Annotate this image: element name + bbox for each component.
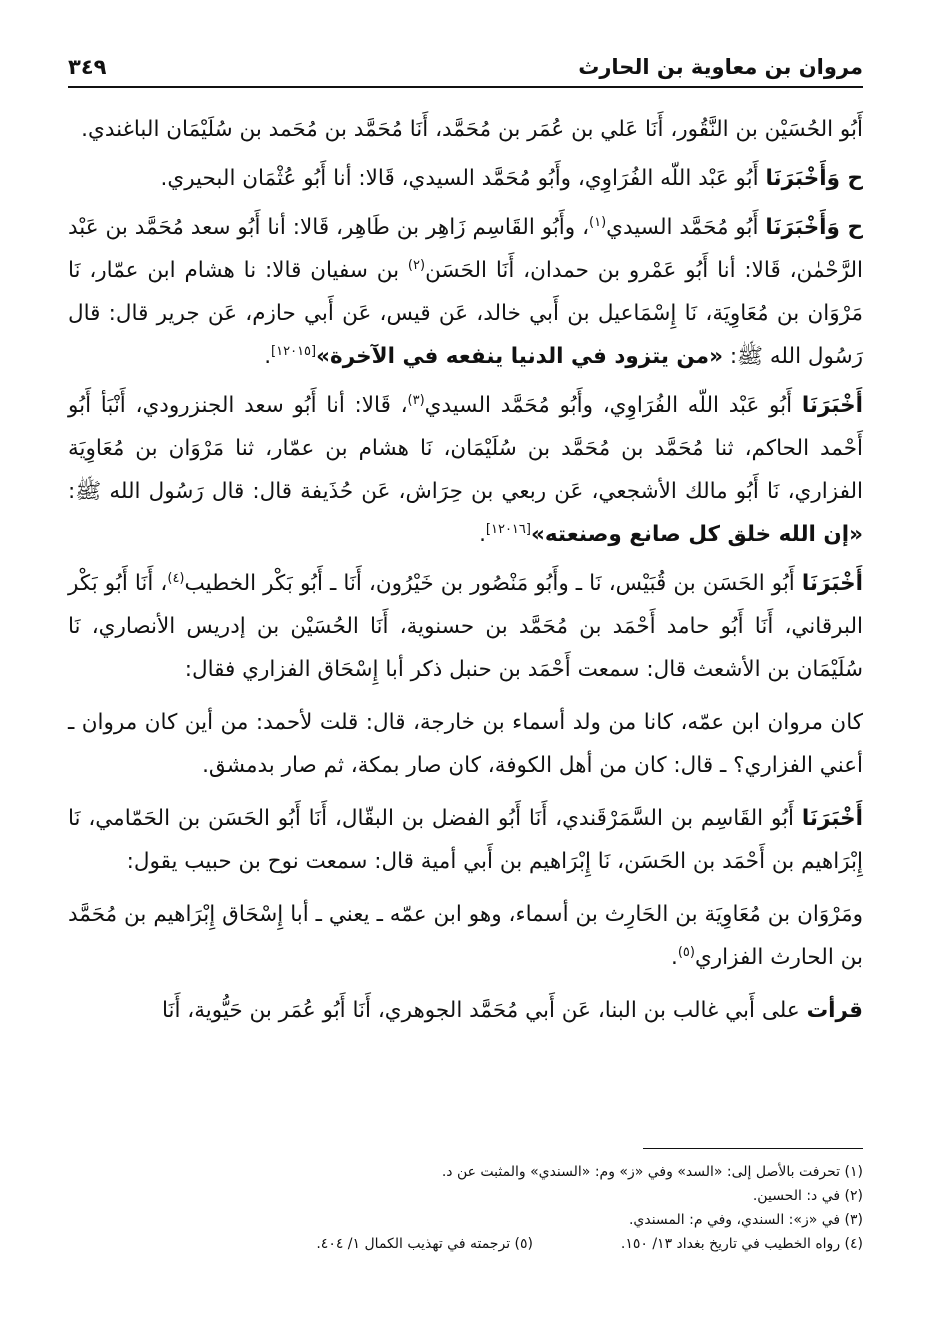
footnote-ref: (٥) bbox=[677, 944, 695, 960]
body-text bbox=[68, 108, 863, 1032]
page-number: ٣٤٩ bbox=[68, 55, 107, 79]
footnote-row bbox=[68, 1208, 863, 1232]
hadith-number: [١٢٠١٦] bbox=[485, 521, 531, 537]
paragraph-2: ح وَأَخْبَرَنَا أَبُو عَبْد اللّه الفُرَاوِي، وأَبُو مُحَمَّد السيدي، قَالا: أنا أَبُو عُثْمَان البحيري. bbox=[160, 166, 863, 191]
lead-word: أَخْبَرَنَا bbox=[801, 571, 863, 596]
footnote-row bbox=[68, 1232, 863, 1256]
hadith-number: [١٢٠١٥] bbox=[271, 343, 317, 359]
footnote-row bbox=[68, 1184, 863, 1208]
footnotes bbox=[68, 1160, 863, 1256]
paragraph-3: ح وَأَخْبَرَنَا أَبُو مُحَمَّد السيدي$^{(١)}$، وأَبُو القَاسِم زَاهِر بن طَاهِر، قَالا: أنا أَبُو سعد مُحَمَّد بن عَبْد الرَّحْمٰن، قَالا: أنا أَبُو عَمْرو بن حمدان، أَنَا الحَسَن$^{(٢)}$ بن سفيان قالا: نا هشام ابن عمّار، نَا مَرْوَان بن مُعَاوِيَة، نَا إِسْمَاعيل بن أَبي خالد، عَن قيس، عَن أَبي حازم، عَن جرير قال: قال رَسُول الله ﷺ: «من يتزود في الدنيا ينفعه في الآخرة»[١٢٠١٥]. bbox=[68, 214, 864, 369]
footnote-5: (٥) ترجمته في تهذيب الكمال ١/ ٤٠٤. bbox=[316, 1236, 533, 1252]
footnote-4: (٤) رواه الخطيب في تاريخ بغداد ١٣/ ١٥٠. bbox=[620, 1236, 863, 1252]
hadith-text: «إن الله خلق كل صانع وصنعته» bbox=[530, 522, 863, 547]
lead-word: أَخْبَرَنَا bbox=[801, 806, 863, 831]
lead-word: ح وَأَخْبَرَنَا bbox=[765, 215, 863, 240]
lead-word: قرأت bbox=[806, 998, 863, 1023]
running-header bbox=[68, 52, 863, 88]
paragraph-5: أَخْبَرَنَا أَبُو الحَسَن بن قُبَيْس، نَا ـ وأَبُو مَنْصُور بن خَيْرُون، أَنَا ـ أَبُو بَكْر الخطيب$^{(٤)}$، أَنَا أَبُو بَكْر البرقاني، أَنَا أَبُو حامد أَحْمَد بن مُحَمَّد بن حسنوية، أَنَا الحُسَيْن بن إدريس الأنصاري، نَا سُلَيْمَان بن الأشعث قال: سمعت أَحْمَد بن حنبل ذكر أبا إِسْحَاق الفزاري فقال: bbox=[68, 570, 863, 682]
lead-word: ح وَأَخْبَرَنَا bbox=[765, 166, 863, 191]
paragraph-8-quote: ومَرْوَان بن مُعَاوِيَة بن الحَارِث بن أسماء، وهو ابن عمّه ـ يعني ـ أبا إِسْحَاق إِبْرَاهيم بن مُحَمَّد بن الحارث الفزاري$^{(٥)}$. bbox=[68, 902, 863, 970]
paragraph-7: أَخْبَرَنَا أَبُو القَاسِم بن السَّمَرْقَندي، أَنَا أَبُو الفضل بن البقّال، أَنَا أَبُو الحَسَن بن الحَمّامي، نَا إِبْرَاهيم بن أَحْمَد بن الحَسَن، نَا إِبْرَاهيم بن أَبي أمية قال: سمعت نوح بن حبيب يقول: bbox=[68, 806, 863, 874]
footnote-3: (٣) في «ز»: السندي، وفي م: المسندي. bbox=[628, 1212, 863, 1228]
book-page bbox=[68, 52, 863, 1038]
paragraph-6-quote: كان مروان ابن عمّه، كانا من ولد أسماء بن خارجة، قال: قلت لأحمد: من أين كان مروان ـ أعني الفزاري؟ ـ قال: كان من أهل الكوفة، كان صار بمكة، ثم صار بدمشق. bbox=[68, 710, 863, 778]
footnote-1: (١) تحرفت بالأصل إلى: «السد» وفي «ز» وم: «السندي» والمثبت عن د. bbox=[441, 1164, 863, 1180]
lead-word: أَخْبَرَنَا bbox=[801, 393, 863, 418]
paragraph-1: أَبُو الحُسَيْن بن النَّقُور، أَنَا عَلي بن عُمَر بن مُحَمَّد، أَنَا مُحَمَّد بن مُحَمد بن سُلَيْمَان الباغندي. bbox=[81, 117, 863, 142]
footnote-ref: (٤) bbox=[167, 570, 185, 586]
paragraph-9: قرأت على أَبي غالب بن البنا، عَن أَبي مُحَمَّد الجوهري، أَنَا أَبُو عُمَر بن حَيُّوية، أَنَا bbox=[161, 998, 863, 1023]
hadith-text: «من يتزود في الدنيا ينفعه في الآخرة» bbox=[316, 344, 723, 369]
footnote-divider bbox=[643, 1148, 863, 1149]
footnote-ref: (٣) bbox=[407, 392, 425, 408]
footnote-2: (٢) في د: الحسين. bbox=[752, 1188, 863, 1204]
footnote-row bbox=[68, 1160, 863, 1184]
footnote-ref: (٢) bbox=[407, 257, 426, 273]
header-title: مروان بن معاوية بن الحارث bbox=[578, 55, 863, 79]
paragraph-4: أَخْبَرَنَا أَبُو عَبْد اللّه الفُرَاوِي، وأَبُو مُحَمَّد السيدي$^{(٣)}$، قَالا: أنا أَبُو سعد الجنزرودي، أَنْبَأ أَبُو أَحْمد الحاكم، ثنا مُحَمَّد بن مُحَمَّد بن سُلَيْمَان، نَا هشام بن عمّار، ثنا مَرْوَان بن مُعَاوِيَة الفزاري، نَا أَبُو مالك الأشجعي، عَن ربعي بن حِرَاش، عَن حُذَيفة قال: قال رَسُول الله ﷺ: «إن الله خلق كل صانع وصنعته»[١٢٠١٦]. bbox=[68, 392, 863, 547]
footnote-ref: (١) bbox=[589, 214, 607, 230]
